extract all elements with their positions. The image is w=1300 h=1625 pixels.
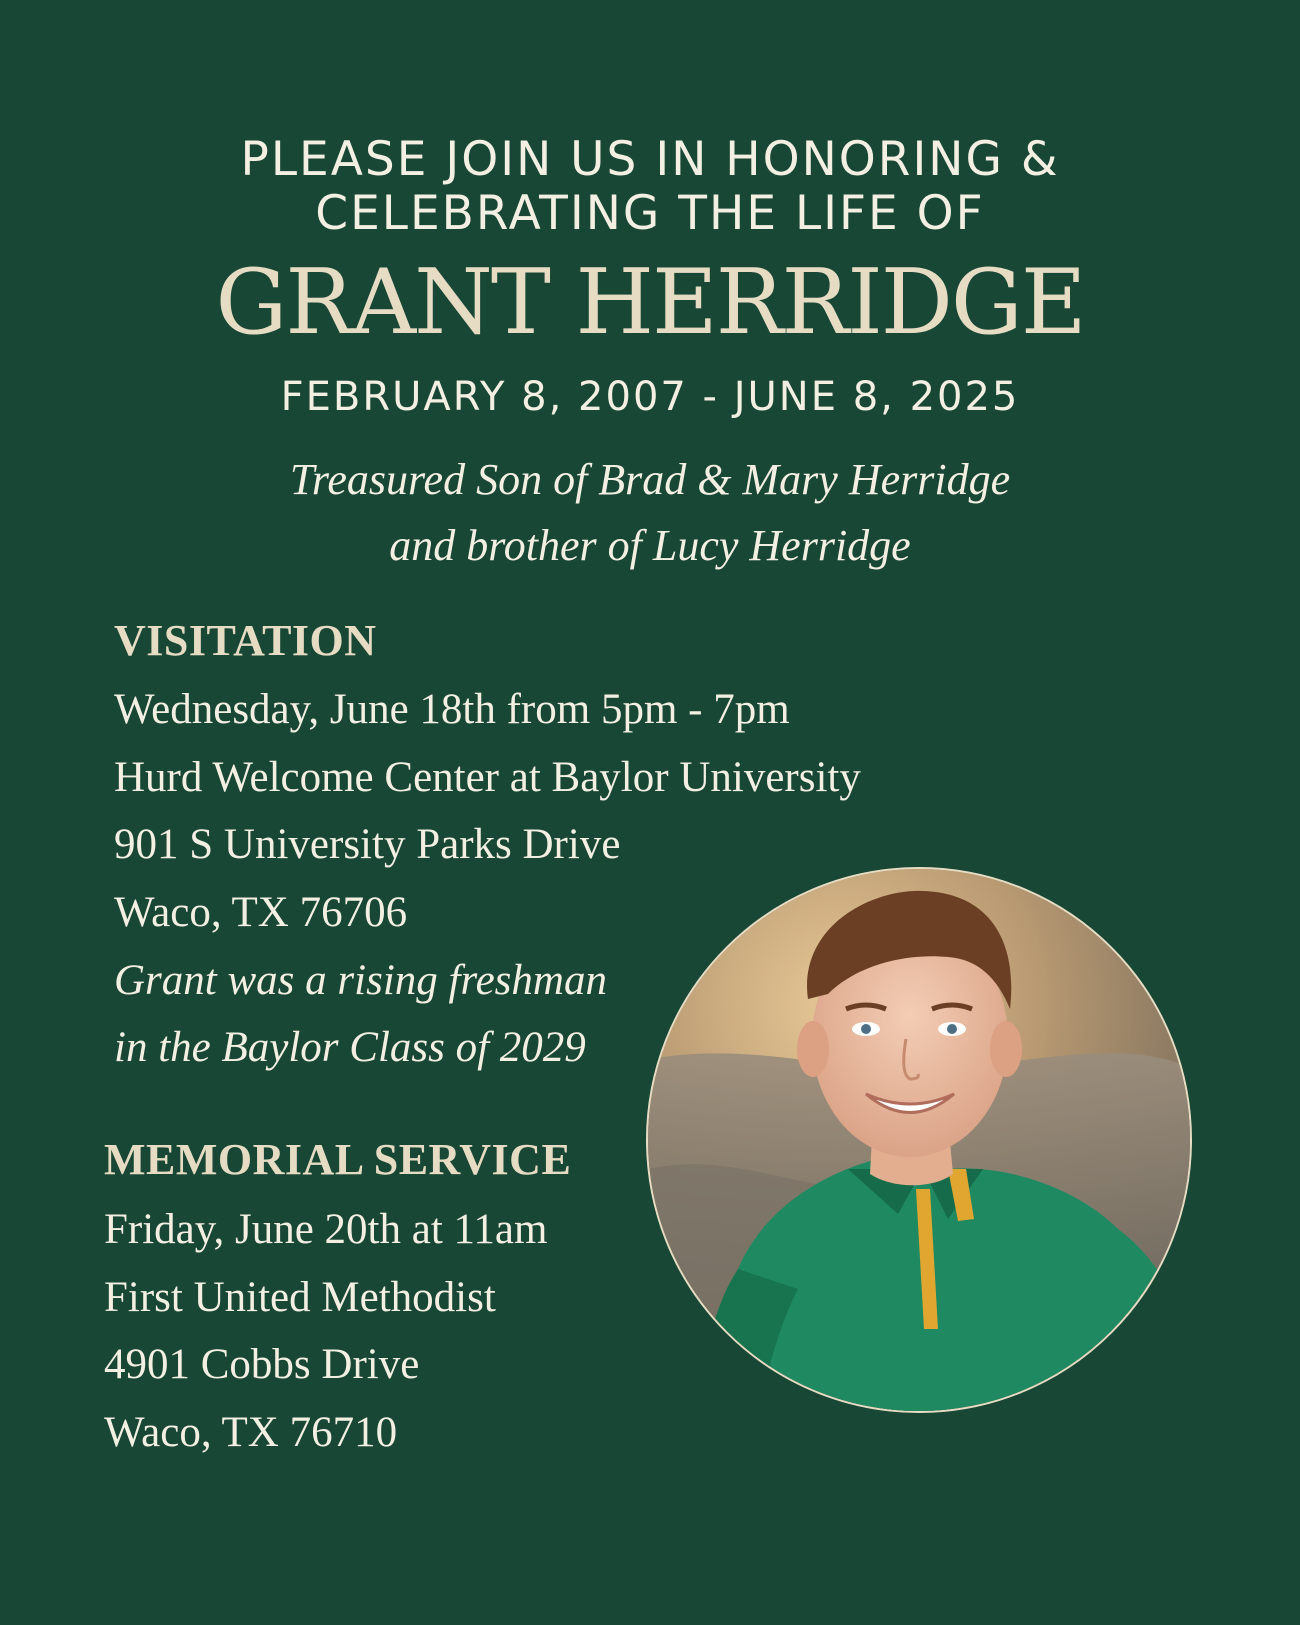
invitation-line-1: PLEASE JOIN US IN HONORING &	[240, 132, 1060, 187]
memorial-heading: MEMORIAL SERVICE	[104, 1135, 572, 1184]
tribute-line-1: Treasured Son of Brad & Mary Herridge	[289, 455, 1011, 504]
visitation-note-1: Grant was a rising freshman	[114, 957, 607, 1004]
life-dates: FEBRUARY 8, 2007 - JUNE 8, 2025	[280, 374, 1020, 420]
invitation-line-2: CELEBRATING THE LIFE OF	[315, 186, 985, 241]
memorial-street: 4901 Cobbs Drive	[104, 1341, 420, 1388]
memorial-venue: First United Methodist	[104, 1274, 496, 1321]
visitation-heading: VISITATION	[114, 616, 377, 665]
tribute-line-2: and brother of Lucy Herridge	[389, 521, 911, 570]
memorial-city: Waco, TX 76710	[104, 1409, 398, 1456]
visitation-venue: Hurd Welcome Center at Baylor University	[114, 754, 861, 801]
memorial-time: Friday, June 20th at 11am	[104, 1206, 548, 1253]
portrait-illustration	[648, 869, 1192, 1413]
visitation-time: Wednesday, June 18th from 5pm - 7pm	[114, 686, 790, 733]
portrait-photo	[646, 867, 1192, 1413]
visitation-city: Waco, TX 76706	[114, 889, 408, 936]
honoree-name: GRANT HERRIDGE	[215, 250, 1085, 355]
visitation-note-2: in the Baylor Class of 2029	[114, 1024, 586, 1071]
visitation-street: 901 S University Parks Drive	[114, 821, 621, 868]
